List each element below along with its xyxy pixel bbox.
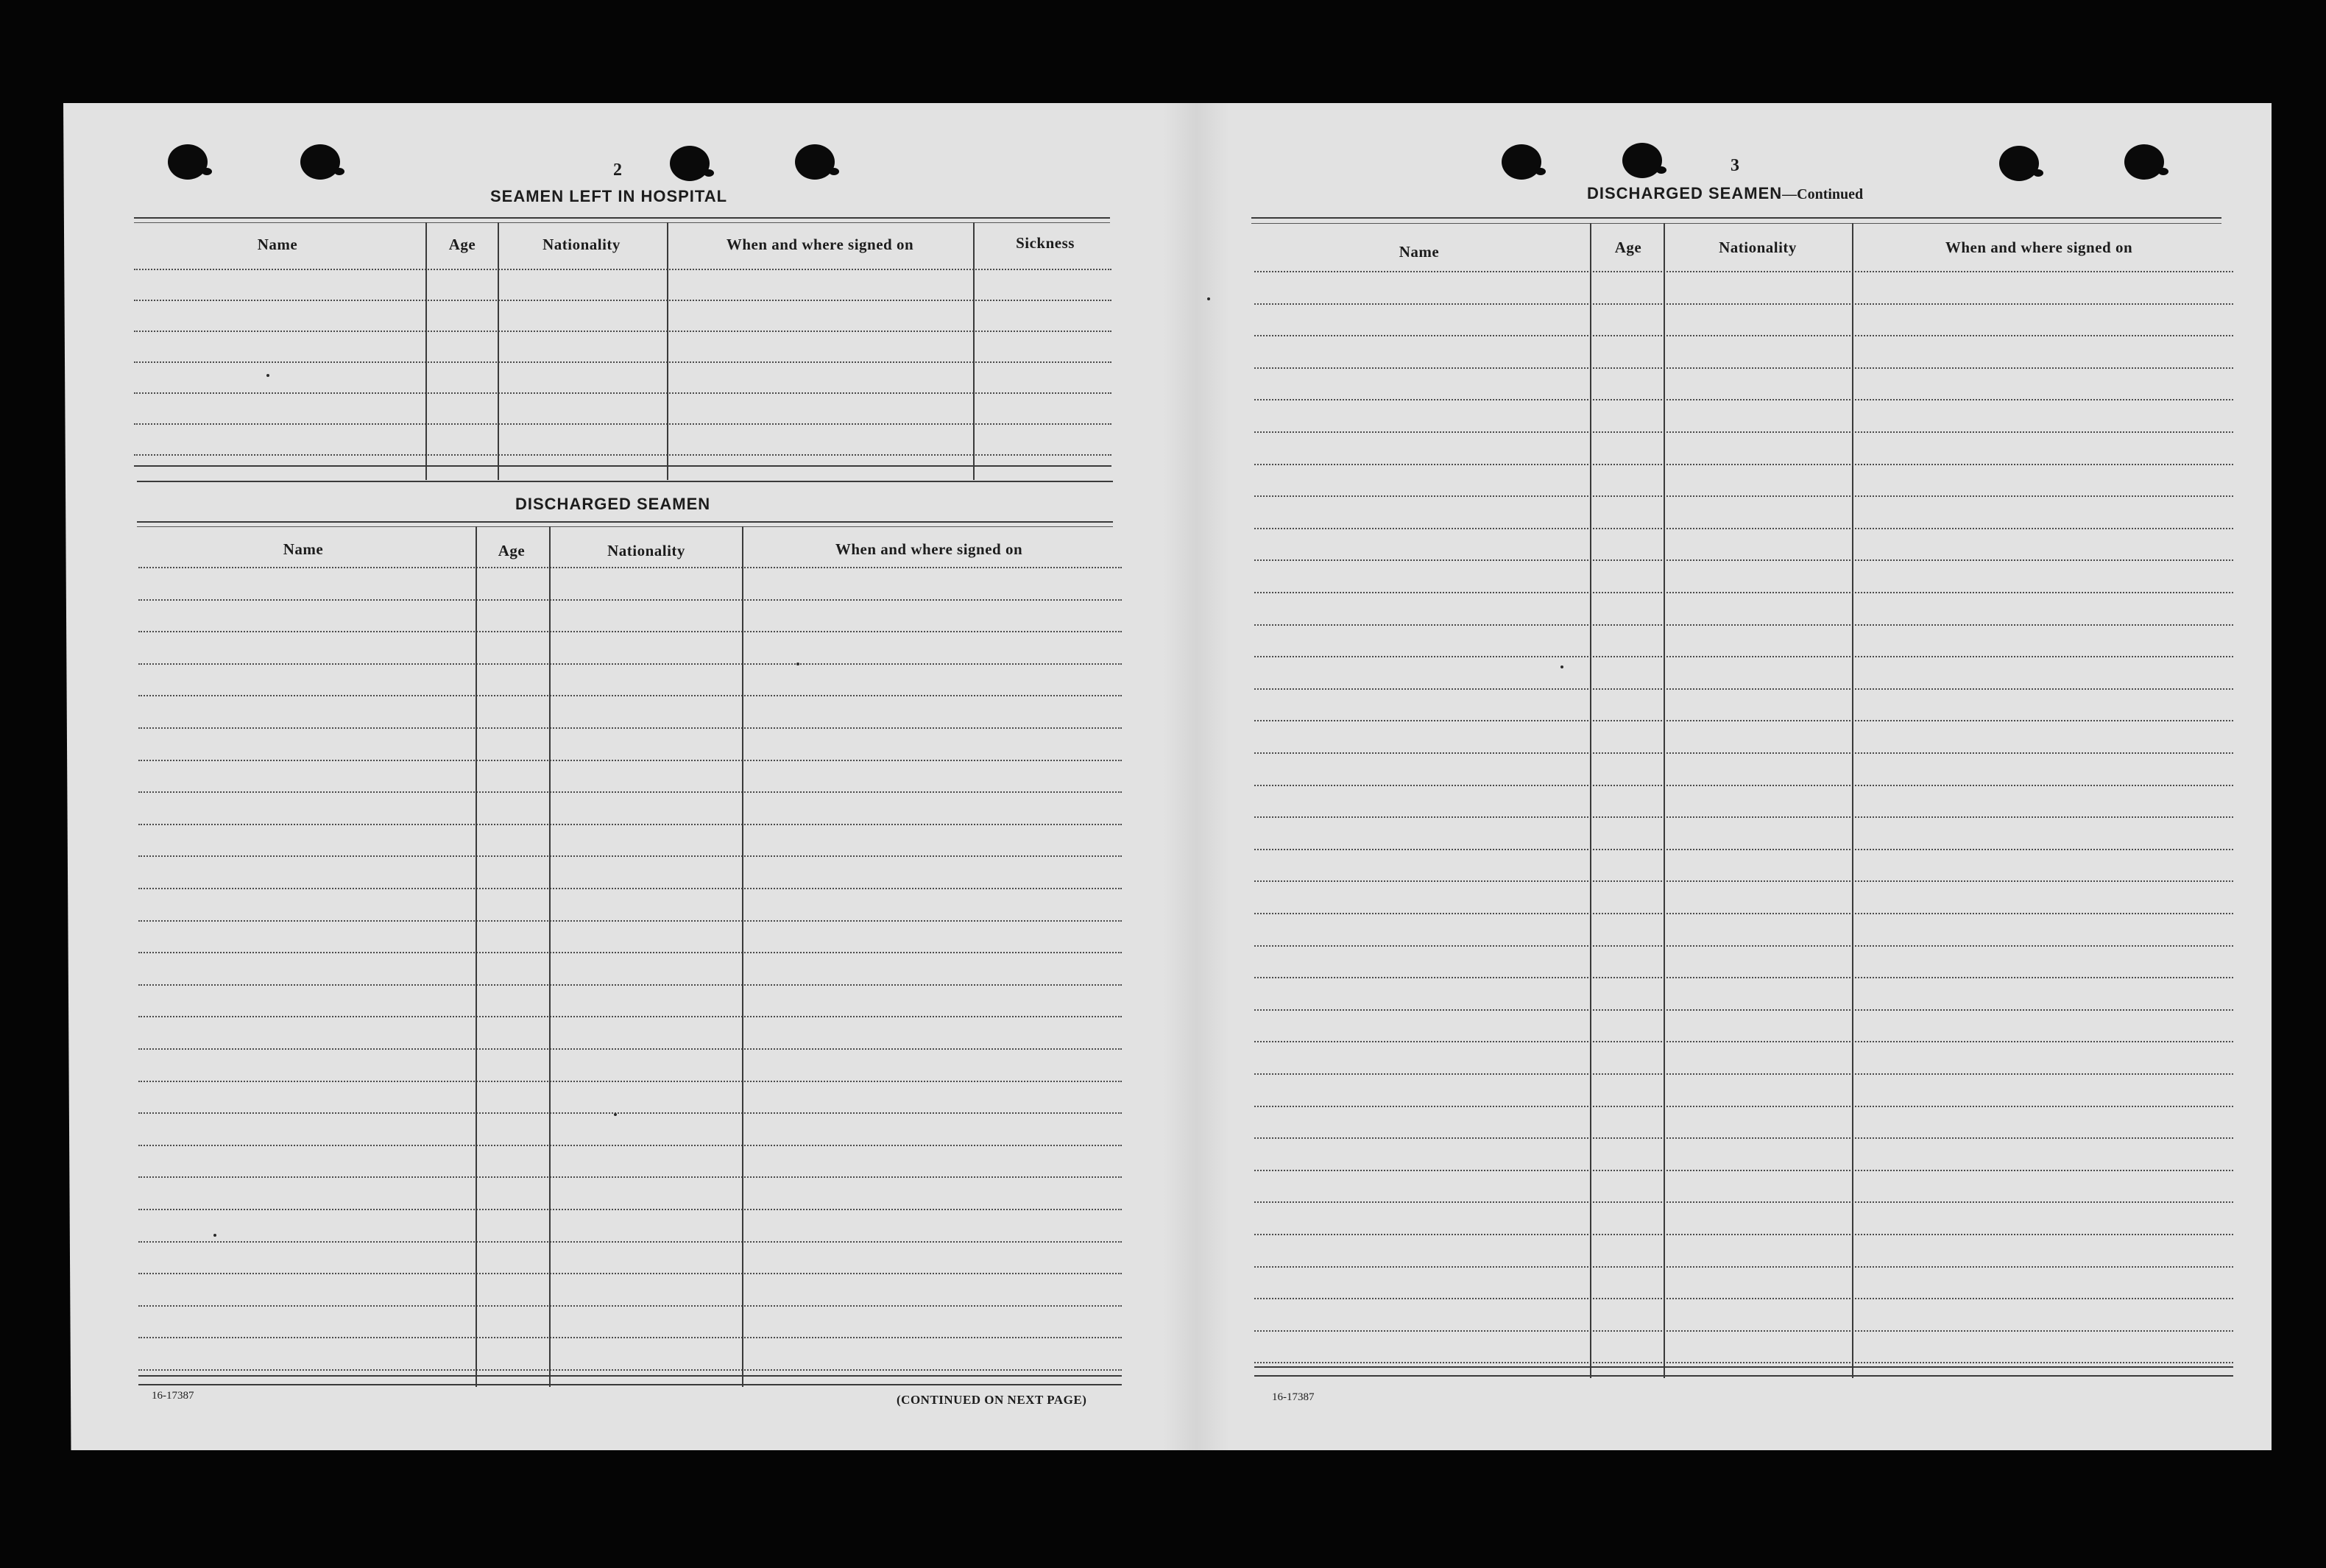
- blank-entry-line: [1254, 656, 2233, 657]
- blank-entry-line: [1254, 1234, 2233, 1235]
- blank-entry-line: [138, 920, 1122, 922]
- column-divider: [498, 222, 499, 480]
- discharged-section-title: DISCHARGED SEAMEN: [515, 495, 711, 513]
- rule: [1254, 1366, 2233, 1368]
- column-divider: [425, 222, 427, 480]
- blank-entry-line: [1254, 559, 2233, 561]
- blank-entry-line: [138, 1145, 1122, 1146]
- blank-entry-line: [138, 1112, 1122, 1114]
- blank-entry-line: [138, 567, 1122, 568]
- blank-entry-line: [1254, 720, 2233, 721]
- blank-entry-line: [1254, 1266, 2233, 1268]
- column-divider: [1664, 223, 1665, 1378]
- blank-entry-line: [1254, 1106, 2233, 1107]
- blank-entry-line: [1254, 1330, 2233, 1332]
- column-divider: [549, 526, 551, 1387]
- rule: [1251, 217, 2221, 219]
- rule: [1254, 1375, 2233, 1377]
- paper-speck: [1560, 665, 1563, 668]
- blank-entry-line: [1254, 592, 2233, 593]
- blank-entry-line: [138, 1369, 1122, 1371]
- blank-entry-line: [138, 1209, 1122, 1210]
- blank-entry-line: [134, 392, 1111, 394]
- column-header-when-where: When and where signed on: [1945, 239, 2133, 256]
- paper-speck: [614, 1113, 617, 1116]
- blank-entry-line: [134, 361, 1111, 363]
- blank-entry-line: [1254, 880, 2233, 882]
- section-title-main: DISCHARGED SEAMEN: [1587, 184, 1783, 202]
- column-header-name: Name: [1399, 243, 1440, 261]
- blank-entry-line: [138, 695, 1122, 696]
- rule: [134, 222, 1110, 223]
- blank-entry-line: [138, 1241, 1122, 1243]
- column-divider: [1590, 223, 1591, 1378]
- blank-entry-line: [134, 423, 1111, 425]
- blank-entry-line: [138, 727, 1122, 729]
- paper-speck: [266, 374, 269, 377]
- punch-hole: [795, 144, 835, 180]
- rule: [137, 481, 1113, 482]
- punch-hole: [2124, 144, 2164, 180]
- paper-speck: [796, 663, 799, 665]
- hospital-section-title: SEAMEN LEFT IN HOSPITAL: [490, 187, 728, 205]
- blank-entry-line: [138, 1176, 1122, 1178]
- blank-entry-line: [1254, 977, 2233, 978]
- blank-entry-line: [1254, 785, 2233, 786]
- blank-entry-line: [1254, 303, 2233, 305]
- blank-entry-line: [138, 824, 1122, 825]
- blank-entry-line: [138, 1305, 1122, 1307]
- blank-entry-line: [1254, 271, 2233, 272]
- blank-entry-line: [1254, 1073, 2233, 1075]
- blank-entry-line: [1254, 688, 2233, 690]
- blank-entry-line: [138, 1337, 1122, 1338]
- column-header-age: Age: [1614, 239, 1642, 256]
- column-header-nationality: Nationality: [542, 236, 621, 253]
- blank-entry-line: [1254, 1137, 2233, 1139]
- blank-entry-line: [1254, 1170, 2233, 1171]
- blank-entry-line: [1254, 399, 2233, 400]
- blank-entry-line: [138, 855, 1122, 857]
- rule: [134, 217, 1110, 219]
- page-number: 3: [1731, 156, 1739, 175]
- punch-hole: [1502, 144, 1541, 180]
- column-divider: [1852, 223, 1853, 1378]
- page-number: 2: [613, 160, 622, 180]
- paper-speck: [213, 1234, 216, 1237]
- form-number: 16-17387: [1272, 1391, 1315, 1403]
- rule: [138, 1384, 1122, 1385]
- blank-entry-line: [1254, 431, 2233, 433]
- blank-entry-line: [134, 269, 1111, 270]
- section-title: [1587, 184, 1863, 203]
- punch-hole: [300, 144, 340, 180]
- blank-entry-line: [134, 454, 1111, 456]
- blank-entry-line: [1254, 367, 2233, 369]
- blank-entry-line: [138, 888, 1122, 889]
- blank-entry-line: [138, 1048, 1122, 1050]
- punch-hole: [168, 144, 208, 180]
- blank-entry-line: [1254, 1009, 2233, 1011]
- blank-entry-line: [1254, 528, 2233, 529]
- blank-entry-line: [1254, 849, 2233, 850]
- column-divider: [973, 222, 975, 480]
- blank-entry-line: [138, 791, 1122, 793]
- rule: [137, 521, 1113, 523]
- blank-entry-line: [138, 1273, 1122, 1274]
- rule: [1251, 223, 2221, 224]
- blank-entry-line: [138, 599, 1122, 601]
- page-gutter: [1163, 103, 1229, 1450]
- blank-entry-line: [138, 631, 1122, 632]
- blank-entry-line: [1254, 464, 2233, 465]
- column-header-when-where: When and where signed on: [835, 540, 1023, 558]
- section-title-suffix: —Continued: [1782, 186, 1864, 202]
- column-header-sickness: Sickness: [1016, 234, 1075, 252]
- blank-entry-line: [1254, 1298, 2233, 1299]
- rule: [134, 465, 1111, 467]
- column-header-nationality: Nationality: [607, 542, 685, 559]
- punch-hole: [670, 146, 710, 181]
- column-header-name: Name: [257, 236, 298, 253]
- rule: [137, 526, 1113, 527]
- column-divider: [667, 222, 668, 480]
- blank-entry-line: [1254, 495, 2233, 497]
- column-header-age: Age: [498, 542, 526, 559]
- blank-entry-line: [138, 984, 1122, 986]
- blank-entry-line: [1254, 816, 2233, 818]
- column-header-name: Name: [283, 540, 324, 558]
- paper-speck: [1207, 297, 1210, 300]
- blank-entry-line: [1254, 945, 2233, 947]
- column-header-when-where: When and where signed on: [726, 236, 914, 253]
- rule: [138, 1375, 1122, 1377]
- column-header-nationality: Nationality: [1719, 239, 1797, 256]
- blank-entry-line: [138, 1016, 1122, 1017]
- blank-entry-line: [134, 331, 1111, 332]
- blank-entry-line: [1254, 1041, 2233, 1042]
- form-number: 16-17387: [152, 1390, 194, 1402]
- column-header-age: Age: [448, 236, 476, 253]
- punch-hole: [1622, 143, 1662, 178]
- blank-entry-line: [138, 760, 1122, 761]
- blank-entry-line: [138, 952, 1122, 953]
- punch-hole: [1999, 146, 2039, 181]
- blank-entry-line: [1254, 1362, 2233, 1363]
- column-divider: [476, 526, 477, 1387]
- blank-entry-line: [1254, 913, 2233, 914]
- blank-entry-line: [138, 1081, 1122, 1082]
- continued-note: (CONTINUED ON NEXT PAGE): [897, 1393, 1087, 1407]
- blank-entry-line: [138, 663, 1122, 665]
- blank-entry-line: [1254, 752, 2233, 754]
- blank-entry-line: [134, 300, 1111, 301]
- column-divider: [742, 526, 743, 1387]
- blank-entry-line: [1254, 624, 2233, 626]
- blank-entry-line: [1254, 1201, 2233, 1203]
- blank-entry-line: [1254, 335, 2233, 336]
